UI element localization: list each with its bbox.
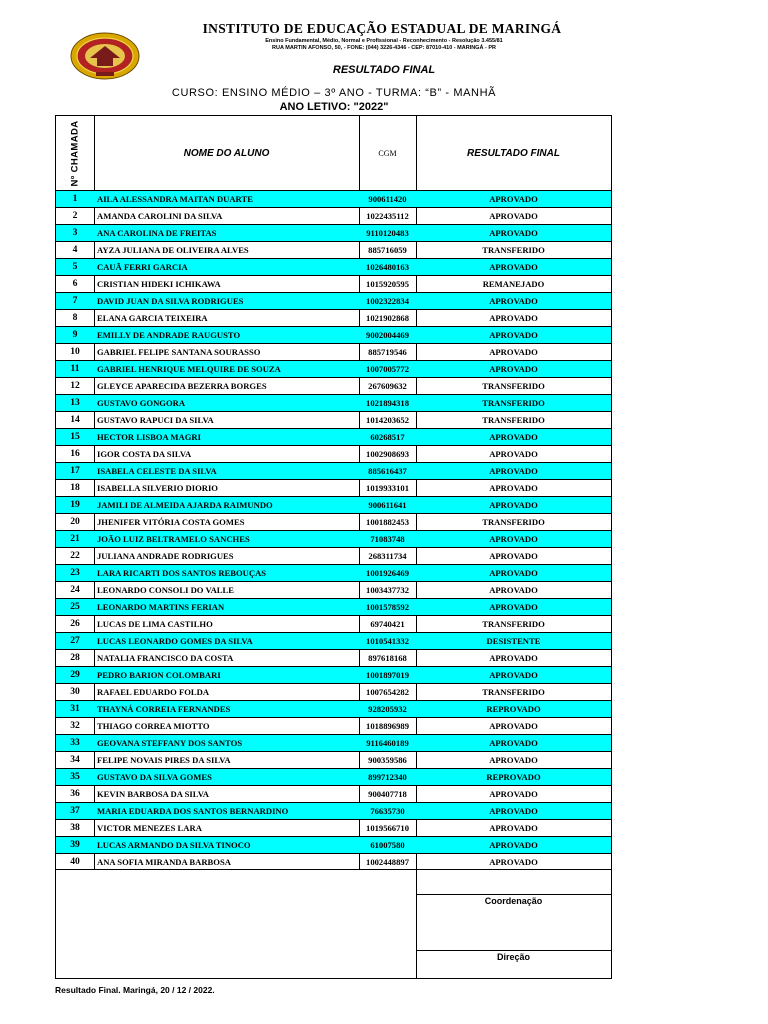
coordenacao-label: Coordenação: [484, 896, 543, 906]
student-name-cell: FELIPE NOVAIS PIRES DA SILVA: [97, 755, 231, 765]
result-cell: APROVADO: [489, 721, 538, 731]
chamada-cell: 12: [70, 380, 80, 391]
student-name-cell: LUCAS DE LIMA CASTILHO: [97, 619, 213, 629]
chamada-cell: 29: [70, 669, 80, 680]
cgm-cell: 268311734: [368, 551, 407, 561]
student-name-cell: GABRIEL HENRIQUE MELQUIRE DE SOUZA: [97, 364, 281, 374]
student-name-cell: IGOR COSTA DA SILVA: [97, 449, 192, 459]
student-name-cell: DAVID JUAN DA SILVA RODRIGUES: [97, 296, 244, 306]
table-row: [56, 598, 611, 615]
cgm-cell: 1010541332: [366, 636, 409, 646]
student-name-cell: JHENIFER VITÓRIA COSTA GOMES: [97, 517, 245, 527]
student-name-cell: PEDRO BARION COLOMBARI: [97, 670, 221, 680]
student-name-cell: HECTOR LISBOA MAGRI: [97, 432, 201, 442]
student-name-cell: ISABELLA SILVERIO DIORIO: [97, 483, 218, 493]
chamada-cell: 31: [70, 703, 80, 714]
cgm-cell: 1002908693: [366, 449, 409, 459]
chamada-cell: 18: [70, 482, 80, 493]
chamada-cell: 27: [70, 635, 80, 646]
cgm-cell: 76635730: [370, 806, 405, 816]
result-cell: TRANSFERIDO: [482, 398, 545, 408]
chamada-cell: 26: [70, 618, 80, 629]
student-name-cell: AYZA JULIANA DE OLIVEIRA ALVES: [97, 245, 249, 255]
cgm-cell: 1007005772: [366, 364, 409, 374]
table-row: [56, 751, 611, 768]
result-cell: APROVADO: [489, 347, 538, 357]
chamada-cell: 37: [70, 805, 80, 816]
cgm-cell: 267609632: [368, 381, 407, 391]
table-row: [56, 785, 611, 802]
student-name-cell: AMANDA CAROLINI DA SILVA: [97, 211, 223, 221]
table-row: [56, 445, 611, 462]
result-cell: APROVADO: [489, 449, 538, 459]
table-row: [56, 462, 611, 479]
result-cell: APROVADO: [489, 585, 538, 595]
table-row: [56, 428, 611, 445]
result-cell: APROVADO: [489, 551, 538, 561]
chamada-cell: 25: [70, 601, 80, 612]
cgm-cell: 928205932: [368, 704, 407, 714]
result-cell: APROVADO: [489, 653, 538, 663]
result-cell: TRANSFERIDO: [482, 245, 545, 255]
results-table: [55, 115, 612, 979]
header-cgm: CGM: [378, 148, 397, 158]
result-cell: DESISTENTE: [486, 636, 541, 646]
table-row: [56, 700, 611, 717]
student-name-cell: THIAGO CORREA MIOTTO: [97, 721, 210, 731]
cgm-cell: 1014203652: [366, 415, 409, 425]
chamada-cell: 14: [70, 414, 80, 425]
header-chamada: Nº CHAMADA: [69, 119, 81, 187]
table-row: [56, 377, 611, 394]
chamada-cell: 22: [70, 550, 80, 561]
table-row: [56, 853, 611, 870]
result-cell: APROVADO: [489, 568, 538, 578]
table-row: [56, 632, 611, 649]
result-cell: APROVADO: [489, 602, 538, 612]
table-row: [56, 479, 611, 496]
result-cell: APROVADO: [489, 823, 538, 833]
header-resultado: RESULTADO FINAL: [467, 147, 560, 159]
student-name-cell: MARIA EDUARDA DOS SANTOS BERNARDINO: [97, 806, 289, 816]
chamada-cell: 16: [70, 448, 80, 459]
cgm-cell: 69740421: [370, 619, 405, 629]
student-name-cell: VICTOR MENEZES LARA: [97, 823, 202, 833]
table-row: [56, 360, 611, 377]
table-row: [56, 717, 611, 734]
chamada-cell: 35: [70, 771, 80, 782]
chamada-cell: 30: [70, 686, 80, 697]
chamada-cell: 32: [70, 720, 80, 731]
table-row: [56, 496, 611, 513]
chamada-cell: 34: [70, 754, 80, 765]
cgm-cell: 885716059: [368, 245, 407, 255]
table-row: [56, 224, 611, 241]
cgm-cell: 1001897019: [366, 670, 409, 680]
cgm-cell: 900359586: [368, 755, 407, 765]
table-row: [56, 836, 611, 853]
institution-address: RUA MARTIN AFONSO, 50, - FONE: (044) 3226-4346 - CEP: 87010-410 - MARINGÁ - PR: [272, 45, 496, 51]
cgm-cell: 1026480163: [366, 262, 409, 272]
table-row: [56, 819, 611, 836]
table-row: [56, 190, 611, 207]
table-row: [56, 530, 611, 547]
result-cell: APROVADO: [489, 330, 538, 340]
chamada-cell: 40: [70, 856, 80, 867]
student-name-cell: JOÃO LUIZ BELTRAMELO SANCHES: [97, 534, 250, 544]
result-cell: APROVADO: [489, 500, 538, 510]
result-cell: TRANSFERIDO: [482, 619, 545, 629]
chamada-cell: 2: [72, 210, 78, 221]
result-cell: APROVADO: [489, 857, 538, 867]
table-row: [56, 513, 611, 530]
chamada-cell: 36: [70, 788, 80, 799]
chamada-cell: 39: [70, 839, 80, 850]
cgm-cell: 9002004469: [366, 330, 409, 340]
chamada-cell: 23: [70, 567, 80, 578]
cgm-cell: 1021902868: [366, 313, 409, 323]
table-row: [56, 581, 611, 598]
table-row: [56, 666, 611, 683]
result-cell: APROVADO: [489, 466, 538, 476]
cgm-cell: 1007654282: [366, 687, 409, 697]
result-cell: APROVADO: [489, 313, 538, 323]
year-line: ANO LETIVO: "2022": [279, 101, 389, 113]
cgm-cell: 1001926469: [366, 568, 409, 578]
cgm-cell: 900407718: [368, 789, 407, 799]
result-cell: APROVADO: [489, 211, 538, 221]
chamada-cell: 11: [70, 363, 80, 374]
table-row: [56, 292, 611, 309]
signature-line: [416, 950, 611, 951]
student-name-cell: GEOVANA STEFFANY DOS SANTOS: [97, 738, 243, 748]
student-name-cell: KEVIN BARBOSA DA SILVA: [97, 789, 209, 799]
table-row: [56, 615, 611, 632]
cgm-cell: 1021894318: [366, 398, 409, 408]
cgm-cell: 885719546: [368, 347, 407, 357]
chamada-cell: 9: [72, 329, 78, 340]
chamada-cell: 24: [70, 584, 80, 595]
table-row: [56, 649, 611, 666]
table-row: [56, 768, 611, 785]
student-name-cell: THAYNÁ CORREIA FERNANDES: [97, 704, 231, 714]
cgm-cell: 1002448897: [366, 857, 409, 867]
table-row: [56, 207, 611, 224]
result-cell: APROVADO: [489, 364, 538, 374]
table-row: [56, 683, 611, 700]
chamada-cell: 13: [70, 397, 80, 408]
result-cell: APROVADO: [489, 296, 538, 306]
footer-text: Resultado Final. Maringá, 20 / 12 / 2022.: [55, 985, 215, 995]
cgm-cell: 1019566710: [366, 823, 409, 833]
cgm-cell: 60268517: [370, 432, 405, 442]
table-row: [56, 734, 611, 751]
result-cell: APROVADO: [489, 840, 538, 850]
cgm-cell: 1015920595: [366, 279, 409, 289]
result-cell: APROVADO: [489, 738, 538, 748]
cgm-cell: 1001578592: [366, 602, 409, 612]
table-row: [56, 275, 611, 292]
header-nome: NOME DO ALUNO: [183, 147, 270, 159]
table-row: [56, 309, 611, 326]
table-row: [56, 411, 611, 428]
table-row: [56, 394, 611, 411]
institution-name: INSTITUTO DE EDUCAÇÃO ESTADUAL DE MARINGÁ: [202, 21, 562, 36]
student-name-cell: LUCAS LEONARDO GOMES DA SILVA: [97, 636, 253, 646]
chamada-cell: 4: [72, 244, 78, 255]
student-name-cell: EMILLY DE ANDRADE RAUGUSTO: [97, 330, 241, 340]
student-name-cell: GLEYCE APARECIDA BEZERRA BORGES: [97, 381, 267, 391]
cgm-cell: 61007580: [370, 840, 405, 850]
result-cell: TRANSFERIDO: [482, 381, 545, 391]
student-name-cell: NATALIA FRANCISCO DA COSTA: [97, 653, 234, 663]
cgm-cell: 1018896989: [366, 721, 409, 731]
chamada-cell: 3: [72, 227, 78, 238]
table-row: [56, 241, 611, 258]
cgm-cell: 1019933101: [366, 483, 409, 493]
student-name-cell: GABRIEL FELIPE SANTANA SOURASSO: [97, 347, 261, 357]
document-title: RESULTADO FINAL: [332, 64, 436, 76]
table-row: [56, 326, 611, 343]
result-cell: APROVADO: [489, 755, 538, 765]
direcao-label: Direção: [496, 952, 531, 962]
chamada-cell: 1: [72, 193, 78, 204]
chamada-cell: 8: [72, 312, 78, 323]
table-body: [56, 190, 611, 870]
signature-line: [416, 894, 611, 895]
chamada-cell: 20: [70, 516, 80, 527]
result-cell: REPROVADO: [486, 772, 541, 782]
chamada-cell: 6: [72, 278, 78, 289]
table-row: [56, 802, 611, 819]
institution-subtitle: Ensino Fundamental, Médio, Normal e Profissional - Reconhecimento - Resolução 3.455/81: [265, 38, 503, 44]
chamada-cell: 38: [70, 822, 80, 833]
course-line: CURSO: ENSINO MÉDIO – 3º ANO - TURMA: “B” - MANHÃ: [171, 87, 497, 99]
cgm-cell: 71083748: [370, 534, 405, 544]
student-name-cell: LUCAS ARMANDO DA SILVA TINOCO: [97, 840, 251, 850]
student-name-cell: RAFAEL EDUARDO FOLDA: [97, 687, 210, 697]
student-name-cell: GUSTAVO GONGORA: [97, 398, 186, 408]
cgm-cell: 900611641: [368, 500, 407, 510]
student-name-cell: ANA SOFIA MIRANDA BARBOSA: [97, 857, 231, 867]
cgm-cell: 897618168: [368, 653, 407, 663]
student-name-cell: ELANA GARCIA TEIXEIRA: [97, 313, 208, 323]
table-row: [56, 343, 611, 360]
student-name-cell: LARA RICARTI DOS SANTOS REBOUÇAS: [97, 568, 267, 578]
chamada-cell: 5: [72, 261, 78, 272]
cgm-cell: 1003437732: [366, 585, 409, 595]
student-name-cell: JAMILI DE ALMEIDA AJARDA RAIMUNDO: [97, 500, 273, 510]
result-cell: REMANEJADO: [482, 279, 545, 289]
table-row: [56, 258, 611, 275]
student-name-cell: CAUÃ FERRI GARCIA: [97, 262, 188, 272]
chamada-cell: 28: [70, 652, 80, 663]
result-cell: APROVADO: [489, 194, 538, 204]
cgm-cell: 885616437: [368, 466, 407, 476]
result-cell: APROVADO: [489, 806, 538, 816]
result-cell: APROVADO: [489, 262, 538, 272]
cgm-cell: 9110120483: [366, 228, 409, 238]
cgm-cell: 1002322834: [366, 296, 409, 306]
chamada-cell: 15: [70, 431, 80, 442]
result-cell: APROVADO: [489, 228, 538, 238]
chamada-cell: 17: [70, 465, 80, 476]
result-cell: APROVADO: [489, 670, 538, 680]
result-cell: TRANSFERIDO: [482, 517, 545, 527]
chamada-cell: 10: [70, 346, 80, 357]
student-name-cell: CRISTIAN HIDEKI ICHIKAWA: [97, 279, 221, 289]
result-cell: TRANSFERIDO: [482, 687, 545, 697]
result-cell: APROVADO: [489, 534, 538, 544]
result-cell: REPROVADO: [486, 704, 541, 714]
student-name-cell: JULIANA ANDRADE RODRIGUES: [97, 551, 234, 561]
chamada-cell: 7: [72, 295, 78, 306]
student-name-cell: LEONARDO CONSOLI DO VALLE: [97, 585, 234, 595]
cgm-cell: 1022435112: [366, 211, 409, 221]
chamada-cell: 21: [70, 533, 80, 544]
cgm-cell: 9116460189: [366, 738, 409, 748]
table-row: [56, 547, 611, 564]
student-name-cell: ANA CAROLINA DE FREITAS: [97, 228, 217, 238]
table-row: [56, 564, 611, 581]
result-cell: APROVADO: [489, 483, 538, 493]
chamada-cell: 33: [70, 737, 80, 748]
cgm-cell: 900611420: [368, 194, 407, 204]
chamada-cell: 19: [70, 499, 80, 510]
result-cell: APROVADO: [489, 432, 538, 442]
student-name-cell: ISABELA CELESTE DA SILVA: [97, 466, 217, 476]
student-name-cell: GUSTAVO DA SILVA GOMES: [97, 772, 212, 782]
student-name-cell: AILA ALESSANDRA MAITAN DUARTE: [97, 194, 253, 204]
student-name-cell: GUSTAVO RAPUCI DA SILVA: [97, 415, 214, 425]
student-name-cell: LEONARDO MARTINS FERIAN: [97, 602, 225, 612]
cgm-cell: 1001882453: [366, 517, 409, 527]
result-cell: TRANSFERIDO: [482, 415, 545, 425]
result-cell: APROVADO: [489, 789, 538, 799]
cgm-cell: 899712340: [368, 772, 407, 782]
